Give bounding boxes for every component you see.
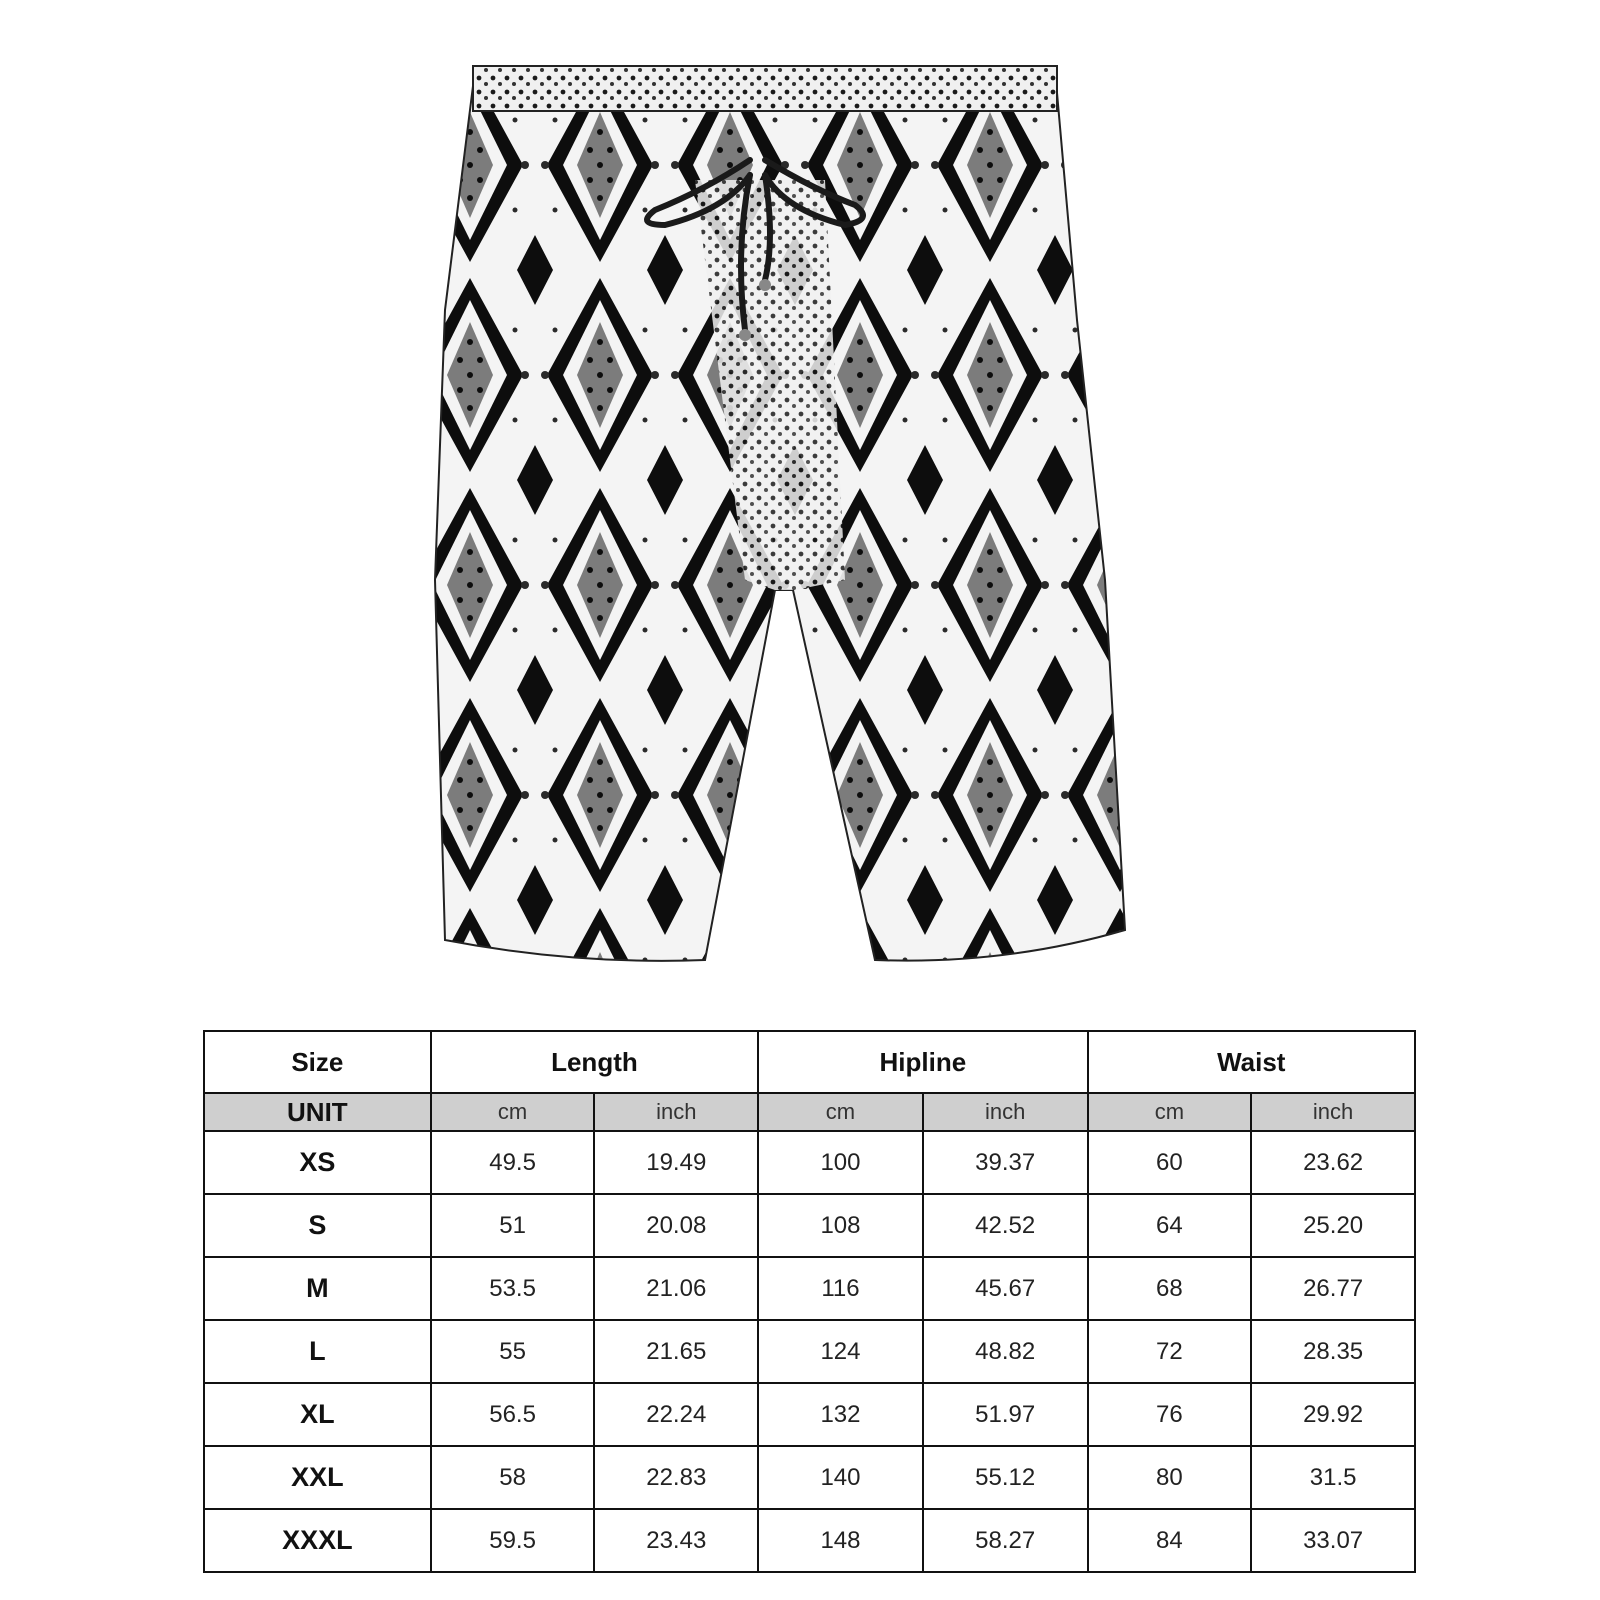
size-cell: XXXL (204, 1509, 431, 1572)
value-cell: 19.49 (594, 1131, 758, 1194)
value-cell: 140 (758, 1446, 923, 1509)
value-cell: 55 (431, 1320, 595, 1383)
value-cell: 31.5 (1251, 1446, 1415, 1509)
unit-cell: inch (923, 1093, 1088, 1131)
hipline-header: Hipline (758, 1031, 1087, 1093)
table-row (204, 1509, 1415, 1572)
waist-header: Waist (1088, 1031, 1415, 1093)
size-cell: L (204, 1320, 431, 1383)
value-cell: 22.83 (594, 1446, 758, 1509)
value-cell: 45.67 (923, 1257, 1088, 1320)
table-row (204, 1320, 1415, 1383)
value-cell: 60 (1088, 1131, 1252, 1194)
value-cell: 76 (1088, 1383, 1252, 1446)
value-cell: 53.5 (431, 1257, 595, 1320)
value-cell: 64 (1088, 1194, 1252, 1257)
unit-row (204, 1093, 1415, 1131)
value-cell: 29.92 (1251, 1383, 1415, 1446)
value-cell: 21.06 (594, 1257, 758, 1320)
value-cell: 124 (758, 1320, 923, 1383)
value-cell: 23.43 (594, 1509, 758, 1572)
snakeskin-shorts-image (405, 60, 1185, 1010)
value-cell: 58 (431, 1446, 595, 1509)
unit-label: UNIT (204, 1093, 431, 1131)
table-row (204, 1383, 1415, 1446)
header-row (204, 1031, 1415, 1093)
table-row (204, 1446, 1415, 1509)
value-cell: 39.37 (923, 1131, 1088, 1194)
unit-cell: inch (594, 1093, 758, 1131)
value-cell: 48.82 (923, 1320, 1088, 1383)
value-cell: 108 (758, 1194, 923, 1257)
value-cell: 72 (1088, 1320, 1252, 1383)
value-cell: 59.5 (431, 1509, 595, 1572)
unit-cell: cm (431, 1093, 595, 1131)
unit-cell: cm (1088, 1093, 1252, 1131)
unit-cell: inch (1251, 1093, 1415, 1131)
value-cell: 68 (1088, 1257, 1252, 1320)
size-cell: S (204, 1194, 431, 1257)
value-cell: 80 (1088, 1446, 1252, 1509)
value-cell: 49.5 (431, 1131, 595, 1194)
length-header: Length (431, 1031, 758, 1093)
size-cell: M (204, 1257, 431, 1320)
size-header: Size (204, 1031, 431, 1093)
value-cell: 42.52 (923, 1194, 1088, 1257)
value-cell: 22.24 (594, 1383, 758, 1446)
table-row (204, 1194, 1415, 1257)
value-cell: 28.35 (1251, 1320, 1415, 1383)
value-cell: 84 (1088, 1509, 1252, 1572)
value-cell: 51 (431, 1194, 595, 1257)
value-cell: 100 (758, 1131, 923, 1194)
value-cell: 25.20 (1251, 1194, 1415, 1257)
value-cell: 26.77 (1251, 1257, 1415, 1320)
value-cell: 116 (758, 1257, 923, 1320)
value-cell: 58.27 (923, 1509, 1088, 1572)
value-cell: 56.5 (431, 1383, 595, 1446)
value-cell: 33.07 (1251, 1509, 1415, 1572)
waistband (473, 66, 1057, 111)
value-cell: 21.65 (594, 1320, 758, 1383)
table-row (204, 1131, 1415, 1194)
size-cell: XS (204, 1131, 431, 1194)
value-cell: 132 (758, 1383, 923, 1446)
unit-cell: cm (758, 1093, 923, 1131)
value-cell: 55.12 (923, 1446, 1088, 1509)
value-cell: 23.62 (1251, 1131, 1415, 1194)
table-row (204, 1257, 1415, 1320)
size-chart-table (203, 1030, 1416, 1573)
value-cell: 20.08 (594, 1194, 758, 1257)
value-cell: 148 (758, 1509, 923, 1572)
size-cell: XL (204, 1383, 431, 1446)
value-cell: 51.97 (923, 1383, 1088, 1446)
size-cell: XXL (204, 1446, 431, 1509)
